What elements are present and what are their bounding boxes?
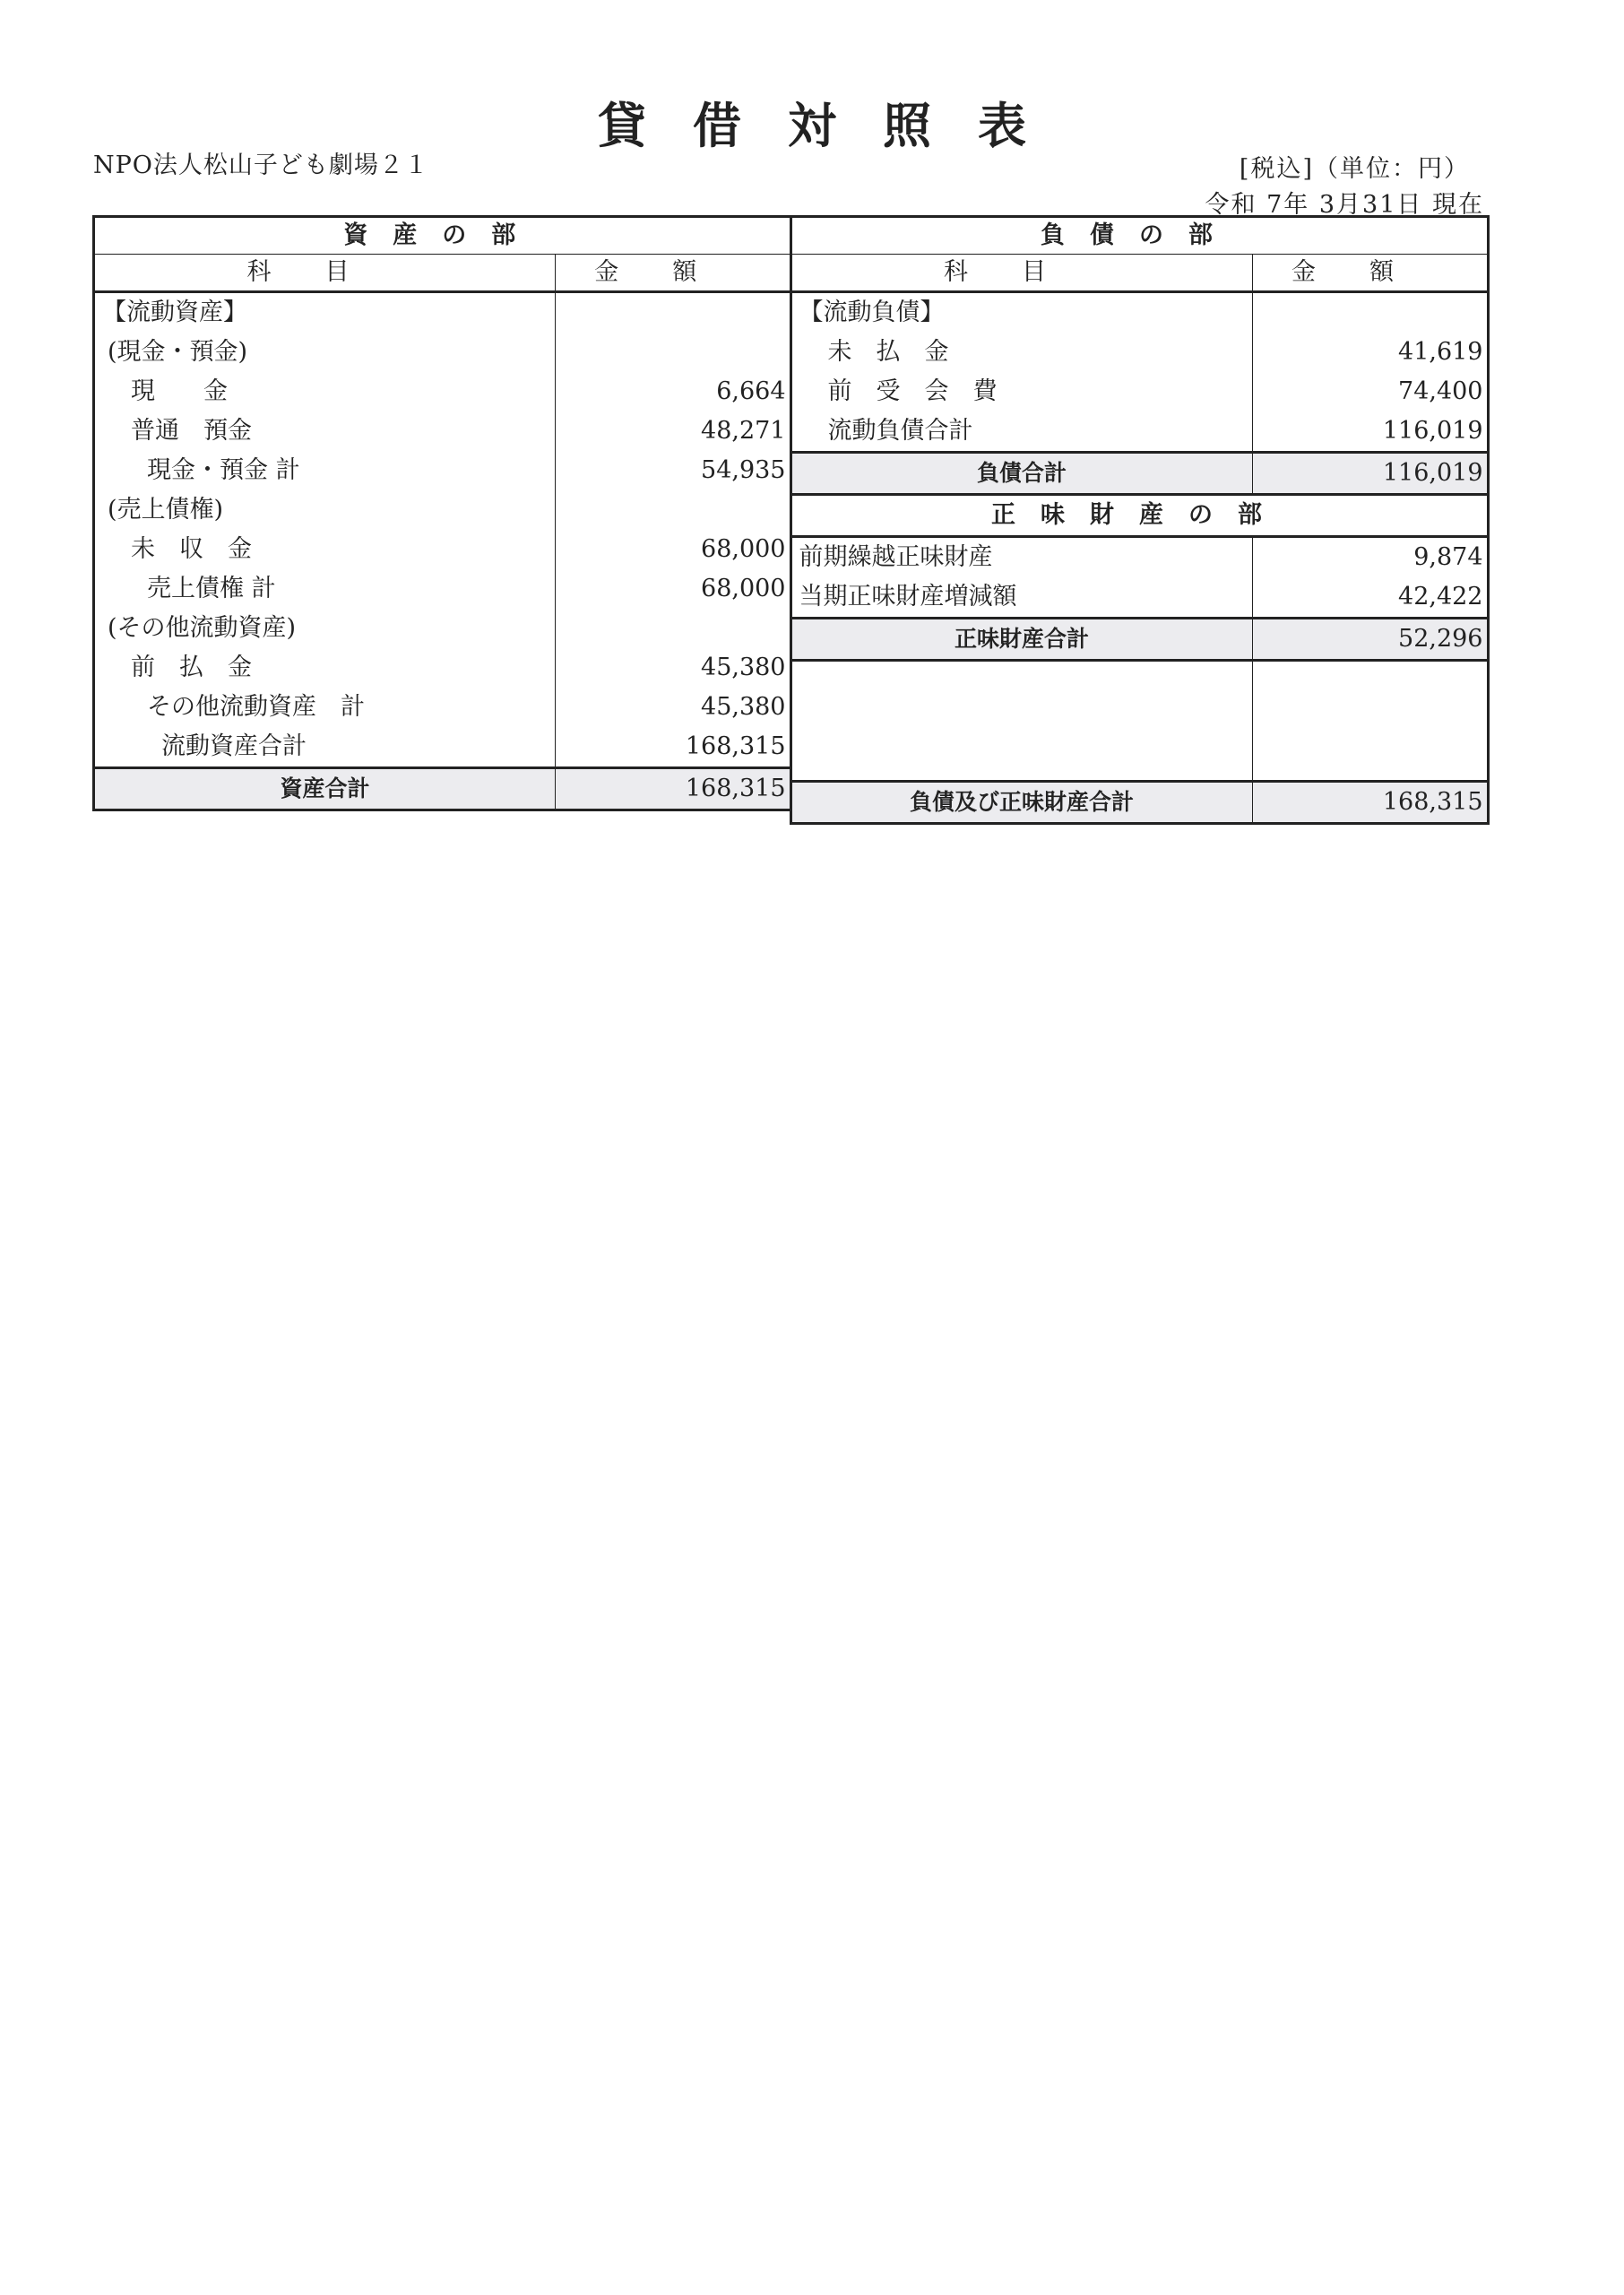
row-label: (現金・預金) (108, 338, 248, 366)
row-label: 流動資産合計 (161, 732, 307, 760)
table-row (94, 490, 790, 530)
row-label: 当期正味財産増減額 (799, 583, 1017, 611)
table-row (94, 609, 790, 648)
row-amount: 74,400 (1252, 372, 1488, 411)
row-label: 現金・預金 計 (147, 456, 300, 484)
row-label: (売上債権) (108, 496, 224, 524)
grand-total-label: 負債及び正味財産合計 (790, 782, 1252, 824)
assets-total-row (94, 768, 790, 810)
liabilities-total-row (790, 453, 1488, 495)
row-amount: 41,619 (1252, 333, 1488, 372)
table-row (94, 648, 790, 688)
assets-total-amount: 168,315 (556, 768, 790, 810)
net-assets-section-title: 正味財産の部 (790, 495, 1488, 537)
as-of-date: 令和 7年 3月31日 現在 (1205, 191, 1484, 219)
table-row (94, 530, 790, 569)
organization-name: NPO法人松山子ども劇場２１ (93, 152, 429, 179)
assets-col-amount: 金額 (556, 255, 790, 292)
grand-total-amount: 168,315 (1252, 782, 1488, 824)
row-label: 【流動負債】 (799, 299, 945, 326)
row-amount: 68,000 (556, 569, 790, 609)
net-assets-total-row (790, 619, 1488, 661)
row-label: その他流動資産 計 (147, 693, 365, 721)
liabilities-total-label: 負債合計 (790, 453, 1252, 495)
table-row (790, 333, 1488, 372)
liabilities-table (790, 215, 1490, 825)
table-row (94, 372, 790, 411)
row-amount: 116,019 (1252, 411, 1488, 453)
table-row (94, 569, 790, 609)
liabilities-total-amount: 116,019 (1252, 453, 1488, 495)
liabilities-section-title: 負債の部 (790, 217, 1488, 255)
row-label: 売上債権 計 (147, 575, 276, 602)
assets-total-label: 資産合計 (94, 768, 556, 810)
row-label: 未 払 金 (827, 338, 949, 366)
table-row (790, 411, 1488, 453)
row-label: 流動負債合計 (827, 417, 973, 445)
row-label: 前 受 会 費 (827, 377, 998, 405)
table-row (790, 537, 1488, 578)
table-row (790, 292, 1488, 333)
row-amount: 168,315 (556, 727, 790, 768)
table-row (94, 451, 790, 490)
assets-section-title: 資産の部 (94, 217, 790, 255)
grand-total-row (790, 782, 1488, 824)
table-row (94, 411, 790, 451)
liabilities-col-amount: 金額 (1252, 255, 1488, 292)
row-amount: 45,380 (556, 648, 790, 688)
assets-table (92, 215, 790, 811)
blank-row (790, 661, 1488, 782)
row-amount: 42,422 (1252, 577, 1488, 619)
table-row (94, 688, 790, 727)
net-assets-total-label: 正味財産合計 (790, 619, 1252, 661)
liabilities-col-subject: 科目 (790, 255, 1252, 292)
row-label: 前 払 金 (131, 654, 252, 681)
table-row (94, 727, 790, 768)
assets-col-subject: 科目 (94, 255, 556, 292)
row-label: 前期繰越正味財産 (799, 543, 993, 571)
table-row (94, 292, 790, 333)
row-amount: 9,874 (1252, 537, 1488, 578)
table-row (94, 333, 790, 372)
balance-sheet (92, 215, 1485, 816)
row-label: (その他流動資産) (108, 614, 297, 642)
row-amount: 54,935 (556, 451, 790, 490)
row-label: 普通 預金 (131, 417, 252, 445)
table-row (790, 577, 1488, 619)
unit-note: [税込]（単位：円） (1239, 155, 1470, 183)
net-assets-total-amount: 52,296 (1252, 619, 1488, 661)
table-row (790, 372, 1488, 411)
row-amount: 48,271 (556, 411, 790, 451)
row-amount: 6,664 (556, 372, 790, 411)
row-label: 【流動資産】 (102, 299, 247, 326)
row-amount: 45,380 (556, 688, 790, 727)
row-amount: 68,000 (556, 530, 790, 569)
row-label: 現 金 (131, 377, 228, 405)
row-label: 未 収 金 (131, 535, 252, 563)
document-title: 貸借対照表 (598, 98, 1073, 154)
